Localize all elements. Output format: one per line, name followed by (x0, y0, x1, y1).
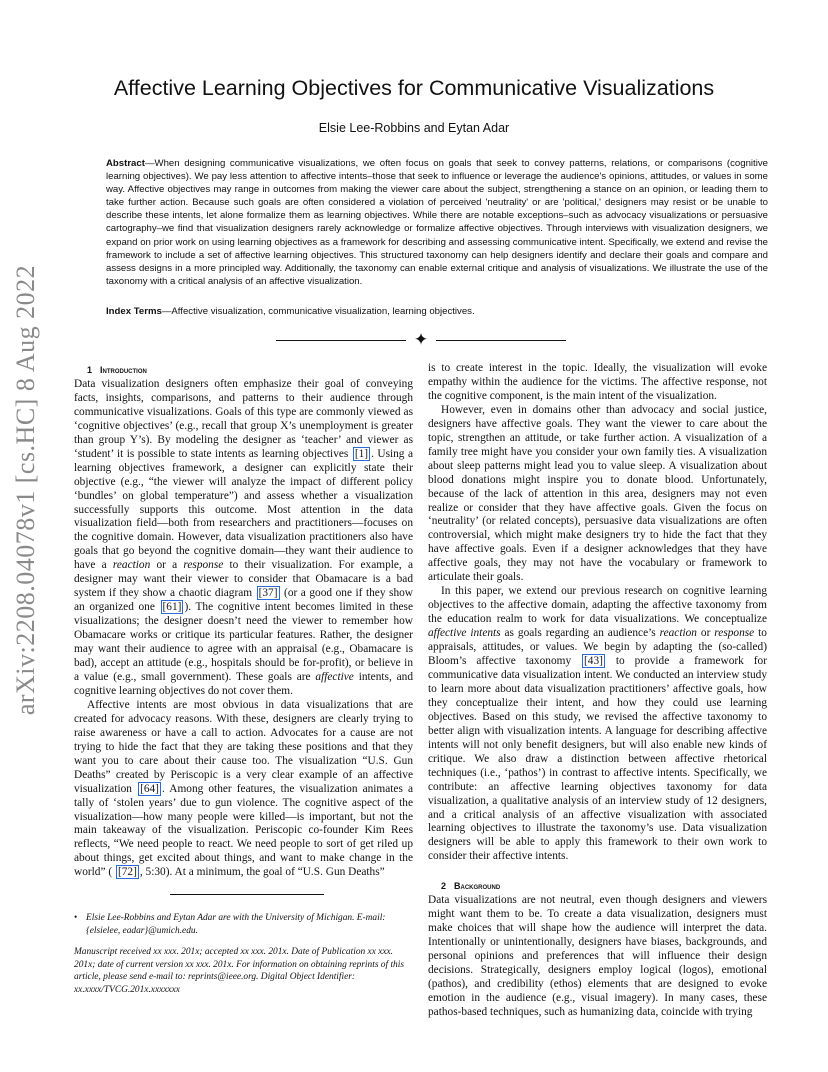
citation-link[interactable]: [64] (140, 782, 159, 795)
footnote-rule (170, 894, 324, 895)
footnote-manuscript: Manuscript received xx xxx. 201x; accepted xx xxx. 201x. Date of Publication xx xxx. 201x; date of current version xx xxx. 201x. For information on obtaining reprints of this article, please send e-mail to: reprints@ieee.org. Digital Object Identifier: xx.xxxx/TVCG.201x.xxxxxxx (74, 947, 404, 995)
paper-title: Affective Learning Objectives for Communicative Visualizations (113, 76, 715, 100)
citation-link[interactable]: [37] (258, 587, 278, 600)
citation-link[interactable]: [1] (354, 447, 369, 460)
background-paragraph-1: Data visualizations are not neutral, even though designers and viewers might want them to be. To create a data visualization, designers must make choices that will shape how the audience will interpret the data. Intentionally or unintentionally, designers have biases, backgrounds, and personal opinions and preferences that will influence their design decisions. Strategically, designers employ logical (logos), emotional (pathos), and credibility (ethos) elements that are designed to evoke emotion in the audience (e.g., visual imagery). In many cases, these pathos-based techniques, such as humanizing data, coincide with trying (428, 894, 767, 1018)
citation-link[interactable]: [43] (584, 655, 603, 668)
abstract (106, 157, 768, 288)
divider-line-right (436, 340, 566, 341)
intro-paragraph-1: Data visualization designers often emphasize their goal of conveying facts, insights, comparisons, and patterns to their audience through communicative visualizations. Goals of this type are commonly viewed as ‘cognitive objectives’ (e.g., recall that group X’s unemployment is greater than group Y’s). By modeling the designer as ‘teacher’ and viewer as ‘student’ it is possible to state intents as learning objectives [1] . Using a learning objectives framework, a designer can explicitly state their objective (e.g., “the viewer will analyze the impact of different policy ‘bundles’ on global temperature”) and assess whether a visualization successfully supports this outcome. Most attention in the data visualization field—both from researchers and practitioners—focuses on the cognitive domain. However, data visualization practitioners also have goals that go beyond the cognitive domain—they want their audience to have a reaction or a response to their visualization. For example, a designer may want their viewer to consider that Obamacare is a bad system if they show a chaotic diagram [37] (or a good one if they show an organized one [61] ). The cognitive intent becomes limited in these visualizations; the designer doesn’t need the viewer to remember how Obamacare works or critique its particular features. Rather, the designer may want their audience to agree with an appraisal (e.g., Obamacare is bad), accept an attitude (e.g., hospitals should be for-profit), or believe in a value (e.g., small government). These goals are affective intents, and cognitive learning objectives do not cover them. (74, 377, 414, 697)
divider-line-left (276, 340, 406, 341)
section-divider (276, 330, 566, 350)
citation-link[interactable]: [72] (117, 866, 137, 879)
intro-paragraph-5: In this paper, we extend our previous research on cognitive learning objectives to the affective domain, adapting the affective taxonomy from the education realm to work for data visualizations. We conceptualize affective intents as goals regarding an audience’s reaction or response to appraisals, attitudes, or values. We begin by adapting the (so-called) Bloom’s affective taxonomy [43] to provide a framework for communicative data visualization intent. We conducted an interview study to learn more about data visualization practitioners’ affective goals, how they conceptualize their intent, and how they could use learning objectives. Based on this study, we revised the affective taxonomy to better align with visualization intents. A language for describing affective intents will not only benefit designers, but will also enable new kinds of critique. We also draw a distinction between affective rhetorical techniques (i.e., ‘pathos’) in contrast to affective intents. Specifically, we contribute: an affective learning objectives taxonomy for data visualization, a qualitative analysis of an interview study of 12 designers, and a critical analysis of an affective visualization with associated learning objectives to illustrate the taxonomy’s use. Data visualization designers will be able to apply this framework to their own work to consider their affective intents. (428, 585, 767, 863)
arxiv-side-identifier: arXiv:2208.04078v1 [cs.HC] 8 Aug 2022 (11, 264, 40, 716)
intro-paragraph-4: However, even in domains other than advocacy and social justice, designers have affective goals. They want the viewer to care about the topic, strengthen an attitude, or take further action. A visualization of a family tree might have you consider your own family ties. A visualization about sleep patterns might lead you to value sleep. A visualization about blood donations might inspire you to donate blood. Unfortunately, because of the lack of attention in this area, designers may not even realize or consider that they have affective goals. Given the focus on ‘neutrality’ (or related concepts), persuasive data visualizations are often controversial, which might make designers try to hide the fact that they have affective goals. Even if a designer acknowledges that they have affective goals, they may not have the vocabulary or framework to articulate their goals. (428, 403, 767, 584)
index-terms-text: —Affective visualization, communicative visualization, learning objectives. (161, 306, 475, 317)
index-terms-label: Index Terms (106, 306, 162, 317)
citation-link[interactable]: [61] (162, 601, 182, 614)
section-heading-background: 2 Background (441, 881, 501, 892)
abstract-text: —When designing communicative visualizations, we often focus on goals that seek to convey patterns, relations, or comparisons (cognitive learning objectives). We pay less attention to affective intents–those that seek to influence or leverage the audience's opinions, attitudes, or values in some way. Affective objectives may range in outcomes from making the viewer care about the subject, strengthening a stance on an opinion, or leading them to take further action. Because such goals are often considered a violation of perceived 'neutrality' or are 'political,' designers may resist or be unable to describe these intents, let alone formalize them as learning objectives. While there are notable exceptions–such as advocacy visualizations or persuasive cartography–we find that visualization designers rarely acknowledge or formalize affective objectives. Through interviews with visualization designers, we expand on prior work on using learning objectives as a framework for describing and assessing communicative intent. Specifically, we extend and revise the framework to include a set of affective learning objectives. This structured taxonomy can help designers identify and declare their goals and compare and assess designs in a more principled way. Additionally, the taxonomy can enable external critique and analysis of visualizations. We illustrate the use of the taxonomy with a critical analysis of an affective visualization. (106, 158, 768, 287)
intro-paragraph-2: Affective intents are most obvious in data visualizations that are created for advocacy reasons. With these, designers are clearly trying to raise awareness or have a call to action. Advocates for a cause are not trying to hide the fact that they are taking these positions and that they want you to care about their cause too. The visualization “U.S. Gun Deaths” created by Periscopic is a very clear example of an affective visualization [64] . Among other features, the visualization animates a tally of ‘stolen years’ due to gun violence. The cognitive aspect of the visualization—how many people were killed—is important, but not the main takeaway of the visualization. Periscopic co-founder Kim Rees reflects, “We need people to react. We need people to sort of get riled up about things, get excited about things, and want to make change in the world” ( [72] , 5:30). At a minimum, the goal of “U.S. Gun Deaths” (74, 698, 414, 879)
left-column (74, 364, 413, 880)
abstract-label: Abstract (106, 158, 145, 169)
footnotes (74, 912, 413, 1006)
right-column (428, 362, 767, 1020)
paper-authors: Elsie Lee-Robbins and Eytan Adar (318, 121, 510, 135)
index-terms (106, 305, 768, 318)
section-heading-introduction: 1 Introduction (87, 365, 147, 375)
divider-star-icon: ✦ (413, 330, 429, 350)
footnote-affiliation: • Elsie Lee-Robbins and Eytan Adar are with the University of Michigan. E-mail: {elsielee, eadar}@umich.edu. (74, 912, 413, 937)
intro-paragraph-3: is to create interest in the topic. Ideally, the visualization will evoke empathy within the audience for the victims. The affective response, not the cognitive component, is the main intent of the visualization. (428, 362, 767, 402)
